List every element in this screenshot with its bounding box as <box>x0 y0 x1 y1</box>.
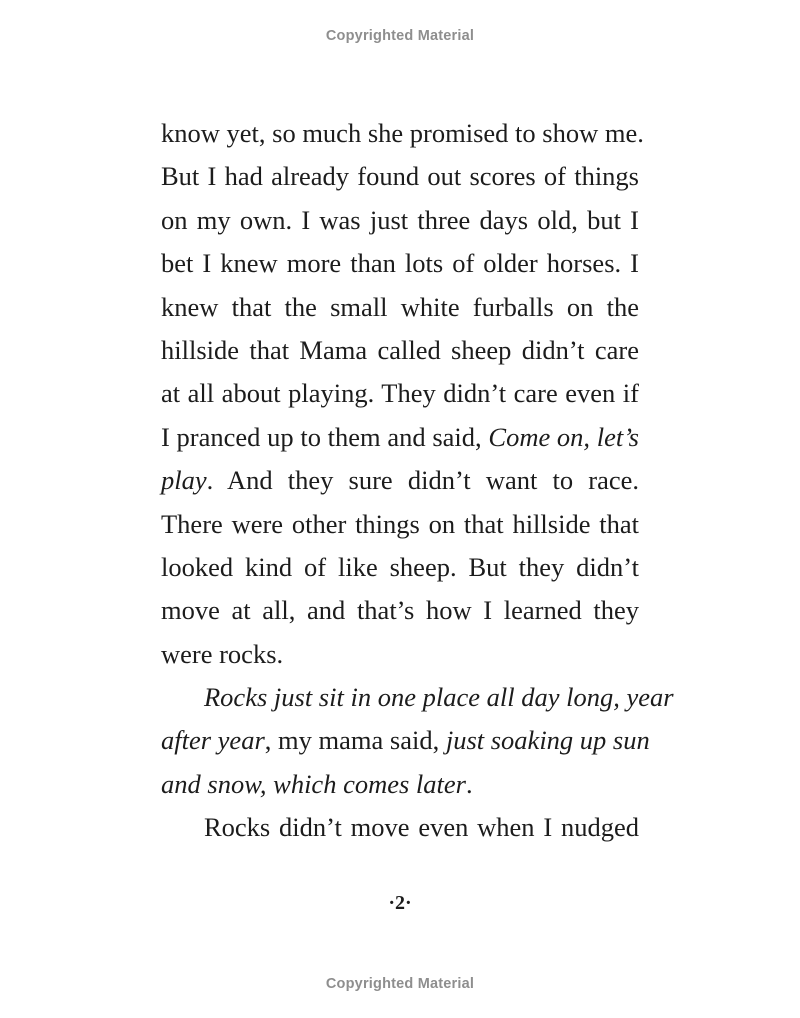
italic-run: play <box>161 465 207 496</box>
text-line <box>161 676 674 719</box>
body-text <box>161 112 674 850</box>
text-run: . And they sure didn’t want to race. <box>206 465 639 496</box>
text-line: knew that the small white furballs on the <box>161 291 639 322</box>
text-line: move at all, and that’s how I learned they <box>161 595 639 626</box>
text-line <box>161 459 639 502</box>
text-line: know yet, so much she promised to show me. <box>161 118 644 148</box>
page-number: ·2· <box>388 892 412 914</box>
italic-run: and snow, which comes later <box>161 768 466 799</box>
text-line: Rocks didn’t move even when I nudged <box>204 812 639 843</box>
text-line <box>161 719 650 762</box>
italic-run: after year <box>161 725 265 756</box>
text-run: , my mama said, <box>264 725 446 756</box>
text-run: . <box>465 768 473 799</box>
text-line: looked kind of like sheep. But they didn’t <box>161 551 639 582</box>
italic-run: Rocks just sit in one place all day long, year <box>204 682 674 713</box>
text-line: hillside that Mama called sheep didn’t care <box>161 334 639 365</box>
text-line: bet I knew more than lots of older horses. I <box>161 248 639 279</box>
italic-run: just soaking up sun <box>445 725 650 756</box>
text-line: But I had already found out scores of things <box>161 161 639 192</box>
text-line <box>161 416 639 459</box>
italic-run: Come on, let’s <box>488 421 639 452</box>
text-line: on my own. I was just three days old, but I <box>161 204 639 235</box>
copyright-watermark-top: Copyrighted Material <box>325 28 475 44</box>
text-line <box>161 763 639 806</box>
copyright-watermark-bottom: Copyrighted Material <box>325 976 475 992</box>
text-run: I pranced up to them and said, <box>161 421 489 452</box>
text-line: at all about playing. They didn’t care even if <box>161 378 639 409</box>
text-line: were rocks. <box>161 638 284 669</box>
text-line: There were other things on that hillside that <box>161 508 639 539</box>
